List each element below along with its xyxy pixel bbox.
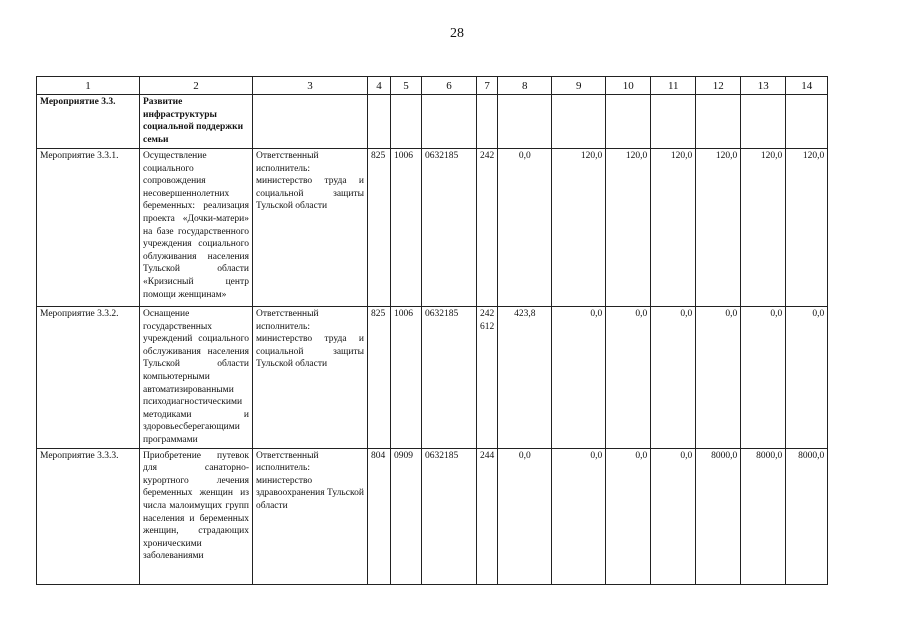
- cell: 8000,0: [741, 448, 786, 584]
- column-header: 4: [368, 77, 391, 95]
- cell: 0632185: [422, 448, 477, 584]
- cell: 0632185: [422, 307, 477, 449]
- column-header: 5: [391, 77, 422, 95]
- cell: [741, 95, 786, 149]
- column-header: 2: [140, 77, 253, 95]
- table-row: [37, 307, 828, 449]
- cell: 423,8: [498, 307, 552, 449]
- cell: 244: [477, 448, 498, 584]
- row-title: Оснащение государственных учреждений социального обслуживания населения Тульской области компьютерными автоматизированными психодиагностическими методиками и здоровьесберегающими программами: [140, 307, 253, 449]
- cell: 0,0: [552, 307, 606, 449]
- cell: [498, 95, 552, 149]
- row-name: Мероприятие 3.3.1.: [37, 149, 140, 307]
- table-row: [37, 448, 828, 584]
- column-header: 10: [606, 77, 651, 95]
- row-executor: Ответственный исполнитель: министерство труда и социальной защиты Тульской области: [253, 149, 368, 307]
- column-header: 6: [422, 77, 477, 95]
- cell: 1006: [391, 307, 422, 449]
- column-header: 13: [741, 77, 786, 95]
- cell: 0,0: [786, 307, 828, 449]
- column-header: 14: [786, 77, 828, 95]
- cell: 0632185: [422, 149, 477, 307]
- row-title: Развитие инфраструктуры социальной поддержки семьи: [140, 95, 253, 149]
- column-header: 3: [253, 77, 368, 95]
- column-header: 1: [37, 77, 140, 95]
- cell: 0,0: [651, 448, 696, 584]
- header-row: [37, 77, 828, 95]
- row-name: Мероприятие 3.3.3.: [37, 448, 140, 584]
- cell: 8000,0: [786, 448, 828, 584]
- cell: [606, 95, 651, 149]
- cell: 242 612: [477, 307, 498, 449]
- cell: 120,0: [786, 149, 828, 307]
- row-title: Приобретение путевок для санаторно-курортного лечения беременных женщин из числа малоимущих групп населения и беременных женщин, страдающих хроническими заболеваниями: [140, 448, 253, 584]
- cell: [786, 95, 828, 149]
- cell: 0909: [391, 448, 422, 584]
- row-name: Мероприятие 3.3.: [37, 95, 140, 149]
- cell: 825: [368, 307, 391, 449]
- column-header: 12: [696, 77, 741, 95]
- column-header: 8: [498, 77, 552, 95]
- cell: [391, 95, 422, 149]
- row-executor: Ответственный исполнитель: министерство здравоохранения Тульской области: [253, 448, 368, 584]
- cell: [651, 95, 696, 149]
- row-name: Мероприятие 3.3.2.: [37, 307, 140, 449]
- table-row: [37, 95, 828, 149]
- cell: 0,0: [651, 307, 696, 449]
- page-number: 28: [450, 26, 464, 41]
- row-executor: Ответственный исполнитель: министерство труда и социальной защиты Тульской области: [253, 307, 368, 449]
- cell: 8000,0: [696, 448, 741, 584]
- cell: [477, 95, 498, 149]
- cell: [368, 95, 391, 149]
- cell: 120,0: [606, 149, 651, 307]
- cell: 120,0: [651, 149, 696, 307]
- cell: 825: [368, 149, 391, 307]
- column-header: 11: [651, 77, 696, 95]
- cell: 0,0: [552, 448, 606, 584]
- cell: 0,0: [741, 307, 786, 449]
- cell: 0,0: [498, 149, 552, 307]
- table-row: [37, 149, 828, 307]
- cell: 0,0: [696, 307, 741, 449]
- column-header: 7: [477, 77, 498, 95]
- cell: 0,0: [606, 307, 651, 449]
- row-executor: [253, 95, 368, 149]
- cell: 1006: [391, 149, 422, 307]
- cell: [422, 95, 477, 149]
- cell: [552, 95, 606, 149]
- cell: 0,0: [498, 448, 552, 584]
- row-title: Осуществление социального сопровождения несовершеннолетних беременных: реализация проекта «Дочки-матери» на базе государственного учреждения социального облуживания населения Тульской области «Кризисный центр помощи женщинам»: [140, 149, 253, 307]
- cell: 242: [477, 149, 498, 307]
- cell: 0,0: [606, 448, 651, 584]
- budget-table: [36, 76, 828, 585]
- cell: 120,0: [741, 149, 786, 307]
- cell: 120,0: [552, 149, 606, 307]
- column-header: 9: [552, 77, 606, 95]
- cell: 120,0: [696, 149, 741, 307]
- cell: 804: [368, 448, 391, 584]
- cell: [696, 95, 741, 149]
